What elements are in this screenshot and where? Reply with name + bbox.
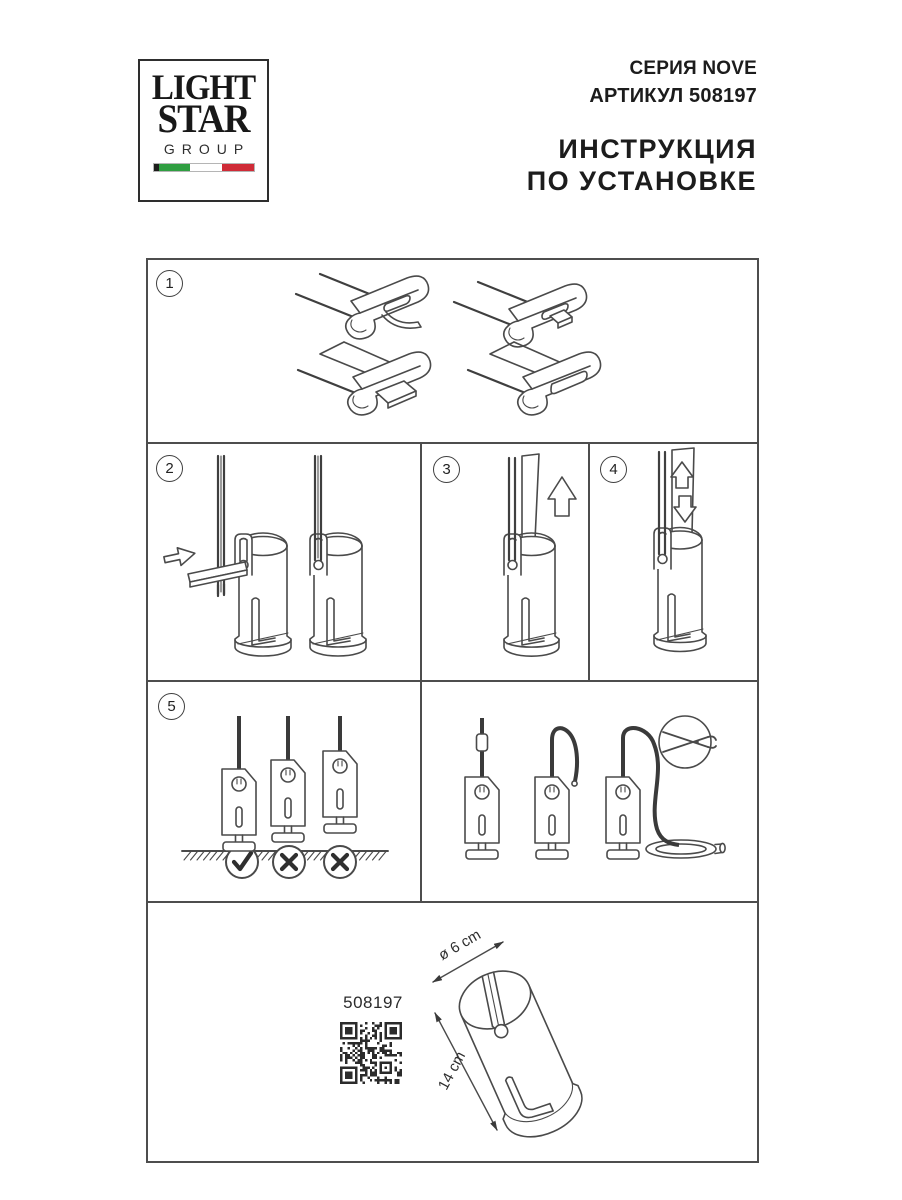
- product-info-panel: [146, 901, 759, 1163]
- cable-clip: [477, 734, 488, 751]
- step-5-right-drawing: [422, 682, 757, 901]
- step-4-badge: 4: [600, 456, 627, 483]
- diameter-label: ø 6 cm: [435, 926, 484, 964]
- article-number: 508197: [343, 993, 403, 1012]
- logo-word-star: STAR: [157, 97, 250, 142]
- title-line-2: ПО УСТАНОВКЕ: [526, 166, 757, 196]
- up-arrow-icon: [548, 477, 576, 516]
- step-5-badge: 5: [158, 693, 185, 720]
- cylinder-with-clip-drawing: [163, 456, 291, 656]
- counterweight-tag: [535, 777, 569, 859]
- insert-arrow-icon: [163, 544, 197, 568]
- counterweight-tag: [271, 760, 305, 842]
- step-5-left-drawing: [148, 682, 420, 901]
- up-arrow-icon: [671, 462, 693, 488]
- cross-icon: [324, 846, 356, 878]
- coiled-cable: [646, 840, 725, 858]
- counterweight-tag: [465, 777, 499, 859]
- clip-variants-drawing: [148, 260, 757, 442]
- step-3-badge: 3: [433, 456, 460, 483]
- clip-step-drawing-4: [468, 342, 601, 415]
- step-4-panel: [588, 442, 759, 682]
- scissors-icon: [659, 716, 716, 768]
- cylinder-adjust-drawing: [654, 448, 706, 652]
- header: [527, 57, 757, 197]
- logo-word-group: GROUP: [163, 141, 251, 157]
- step-2-drawing: [148, 444, 420, 680]
- article-label: АРТИКУЛ 508197: [589, 85, 757, 107]
- clip-step-drawing-1: [296, 274, 429, 339]
- cylinder-drawing: [447, 959, 583, 1146]
- dimension-drawing: [368, 921, 583, 1146]
- cylinder-assembled-drawing: [310, 456, 366, 656]
- logo-word-light: LIGHT: [151, 68, 256, 108]
- height-label: 14 cm: [434, 1048, 470, 1093]
- step-1-badge: 1: [156, 270, 183, 297]
- cross-icon: [273, 846, 305, 878]
- italy-flag-icon: [153, 163, 255, 172]
- cylinder-pull-up-drawing: [504, 454, 576, 656]
- clip-step-drawing-2: [454, 282, 587, 347]
- step-2-panel: [146, 442, 422, 682]
- clip-step-drawing-3: [298, 342, 431, 415]
- title-line-1: ИНСТРУКЦИЯ: [558, 134, 757, 164]
- counterweight-tag: [323, 751, 357, 833]
- lightstar-logo: [138, 59, 269, 202]
- counterweight-tag: [222, 769, 256, 851]
- counterweight-tag: [606, 777, 640, 859]
- series-label: СЕРИЯ NOVE: [629, 58, 757, 79]
- step-5-panel: [146, 680, 422, 903]
- step-5-panel-continued: [420, 680, 759, 903]
- step-3-panel: [420, 442, 590, 682]
- step-1-panel: [146, 258, 759, 444]
- step-2-badge: 2: [156, 455, 183, 482]
